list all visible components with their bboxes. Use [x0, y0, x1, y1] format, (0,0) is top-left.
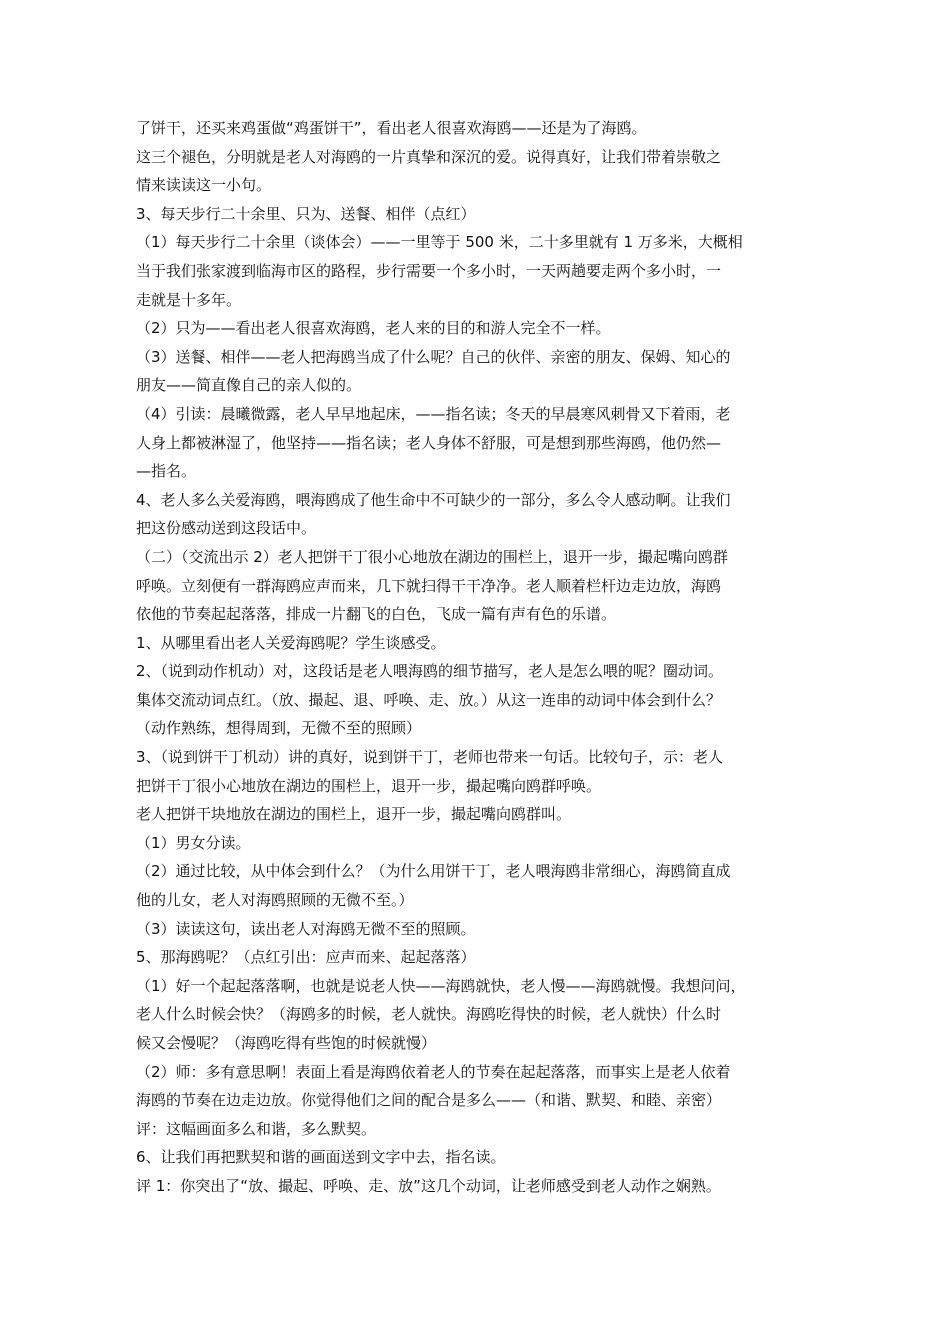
text-line: （1）每天步行二十余里（谈体会）——一里等于 500 米，二十多里就有 1 万多米，大概相 — [136, 233, 743, 252]
text-line: 集体交流动词点红。（放、撮起、退、呼唤、走、放。）从这一连串的动词中体会到什么？ — [136, 690, 722, 709]
text-line: 3、每天步行二十余里、只为、送餐、相伴（点红） — [136, 204, 476, 223]
text-line: （4）引读：晨曦微露，老人早早地起床，——指名读；冬天的早晨寒风刺骨又下着雨，老 — [136, 404, 731, 423]
text-line: 当于我们张家渡到临海市区的路程，步行需要一个多小时，一天两趟要走两个多小时，一 — [136, 261, 722, 280]
text-line: 情来读读这一小句。 — [136, 176, 272, 195]
text-line: —指名。 — [136, 462, 197, 481]
text-line: 4、老人多么关爱海鸥，喂海鸥成了他生命中不可缺少的一部分，多么令人感动啊。让我们 — [136, 490, 731, 509]
text-line: 走就是十多年。 — [136, 290, 242, 309]
text-line: 了饼干，还买来鸡蛋做“鸡蛋饼干”，看出老人很喜欢海鸥——还是为了海鸥。 — [136, 119, 647, 137]
text-line: （2）只为——看出老人很喜欢海鸥，老人来的目的和游人完全不一样。 — [136, 319, 611, 338]
text-line: 3、（说到饼干丁机动）讲的真好，说到饼干丁，老师也带来一句话。比较句子，示：老人 — [136, 748, 724, 767]
text-line: 5、那海鸥呢？（点红引出：应声而来、起起落落） — [136, 948, 476, 967]
text-line: 评 1：你突出了“放、撮起、呼唤、走、放”这几个动词，让老师感受到老人动作之娴熟。 — [136, 1176, 721, 1195]
text-line: （3）送餐、相伴——老人把海鸥当成了什么呢？自己的伙伴、亲密的朋友、保姆、知心的 — [136, 347, 731, 366]
text-line: 朋友——简直像自己的亲人似的。 — [136, 376, 362, 395]
text-line: （2）通过比较，从中体会到什么？（为什么用饼干丁，老人喂海鸥非常细心，海鸥简直成 — [136, 862, 731, 881]
document-page — [136, 114, 836, 1201]
text-line: 把这份感动送到这段话中。 — [136, 519, 317, 538]
text-line: 候又会慢呢？（海鸥吃得有些饱的时候就慢） — [136, 1034, 437, 1052]
text-line: 老人把饼干块地放在湖边的围栏上，退开一步，撮起嘴向鸥群叫。 — [136, 805, 572, 824]
text-line: （2）师：多有意思啊！表面上看是海鸥依着老人的节奏在起起落落，而事实上是老人依着 — [136, 1062, 731, 1081]
text-line: 依他的节奏起起落落，排成一片翻飞的白色，飞成一篇有声有色的乐谱。 — [136, 605, 617, 624]
text-line: 6、让我们再把默契和谐的画面送到文字中去，指名读。 — [136, 1148, 506, 1167]
text-line: （动作熟练，想得周到，无微不至的照顾） — [136, 719, 422, 738]
text-line: 这三个褪色，分明就是老人对海鸥的一片真挚和深沉的爱。说得真好，让我们带着崇敬之 — [136, 147, 722, 166]
text-line: 他的儿女，老人对海鸥照顾的无微不至。） — [136, 891, 414, 910]
text-line: 呼唤。立刻便有一群海鸥应声而来，几下就扫得干干净净。老人顺着栏杆边走边放，海鸥 — [136, 576, 722, 595]
text-line: 评：这幅画面多么和谐，多么默契。 — [136, 1119, 377, 1138]
text-line: 人身上都被淋湿了，他坚持——指名读；老人身体不舒服，可是想到那些海鸥，他仍然— — [136, 433, 722, 452]
text-line: 1、从哪里看出老人关爱海鸥呢？学生谈感受。 — [136, 633, 446, 652]
text-line: 老人什么时候会快？（海鸥多的时候，老人就快。海鸥吃得快的时候，老人就快）什么时 — [136, 1005, 722, 1024]
text-line: （二）（交流出示 2）老人把饼干丁很小心地放在湖边的围栏上，退开一步，撮起嘴向鸥群 — [136, 547, 728, 566]
text-line: （1）男女分读。 — [136, 833, 251, 852]
text-line: 2、（说到动作机动）对，这段话是老人喂海鸥的细节描写，老人是怎么喂的呢？圈动词。 — [136, 662, 724, 681]
text-line: （1）好一个起起落落啊，也就是说老人快——海鸥就快，老人慢——海鸥就慢。我想问问， — [136, 976, 746, 995]
text-line: 海鸥的节奏在边走边放。你觉得他们之间的配合是多么——（和谐、默契、和睦、亲密） — [136, 1091, 722, 1110]
text-line: （3）读读这句，读出老人对海鸥无微不至的照顾。 — [136, 919, 476, 938]
text-line: 把饼干丁很小心地放在湖边的围栏上，退开一步，撮起嘴向鸥群呼唤。 — [136, 776, 602, 795]
